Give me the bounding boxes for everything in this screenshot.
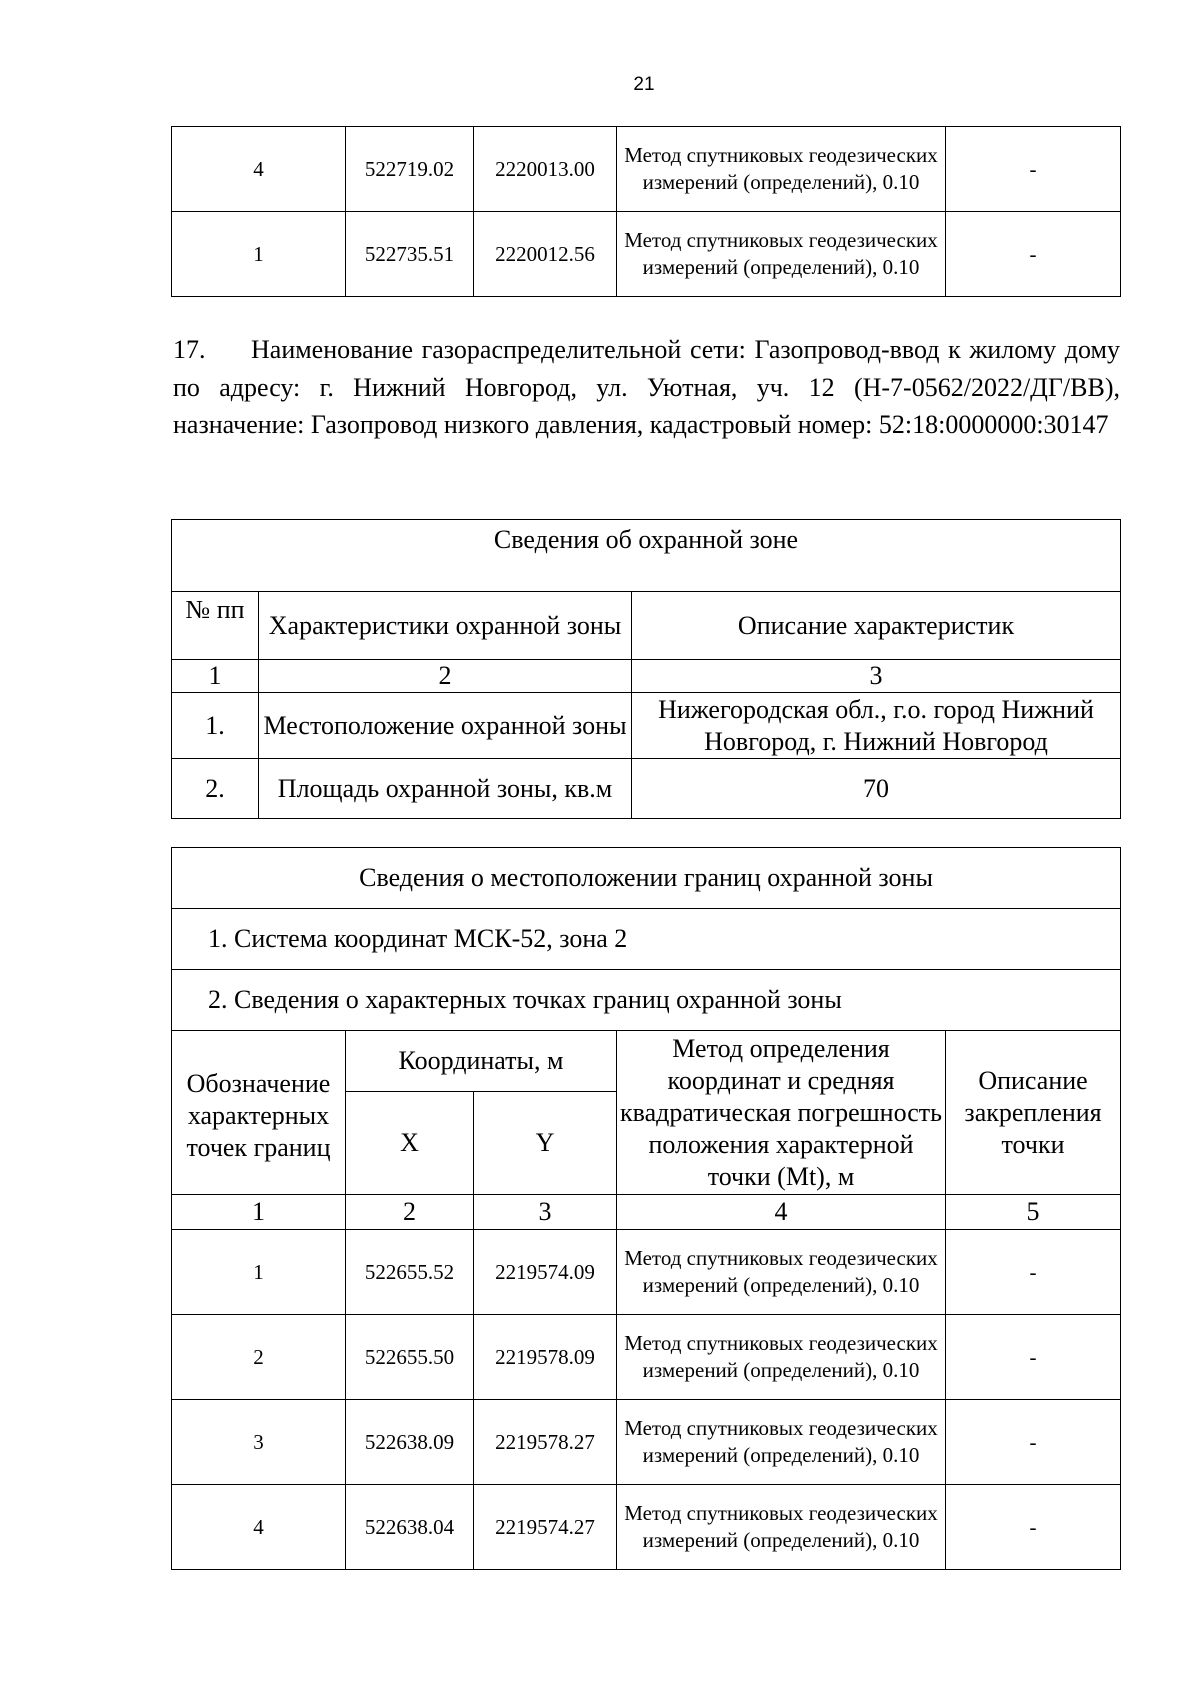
index-row	[172, 1195, 1121, 1230]
protection-zone-table	[171, 519, 1121, 819]
index-cell: 2	[259, 660, 632, 693]
section-text: Наименование газораспределительной сети: Газопровод-ввод к жилому дому по адресу: г. Нижний Новгород, ул. Уютная, уч. 12 (Н-7-0562/2022/ДГ/ВВ), назначение: Газопровод низкого давления, кадастровый номер: 52:18:0000000:30147	[173, 335, 1120, 439]
fix-cell: -	[946, 1230, 1121, 1315]
method-cell: Метод спутниковых геодезических измерений (определений), 0.10	[617, 1230, 946, 1315]
point-cell: 2	[172, 1315, 346, 1400]
index-cell: 4	[617, 1195, 946, 1230]
method-cell: Метод спутниковых геодезических измерений (определений), 0.10	[617, 127, 946, 212]
row-description: Нижегородская обл., г.о. город Нижний Новгород, г. Нижний Новгород	[632, 693, 1121, 759]
index-cell: 3	[632, 660, 1121, 693]
y-cell: 2220012.56	[474, 212, 617, 297]
coordinate-system: 1. Система координат МСК-52, зона 2	[172, 909, 1121, 970]
table-row	[172, 693, 1121, 759]
table-title-row	[172, 848, 1121, 909]
x-cell: 522638.04	[346, 1485, 474, 1570]
index-cell: 2	[346, 1195, 474, 1230]
y-cell: 2219574.27	[474, 1485, 617, 1570]
column-header-number: № пп	[172, 592, 259, 660]
method-cell: Метод спутниковых геодезических измерений (определений), 0.10	[617, 212, 946, 297]
table-header-row	[172, 1031, 1121, 1092]
column-header-fixing: Описание закрепления точки	[946, 1031, 1121, 1195]
table-row	[172, 1400, 1121, 1485]
index-cell: 5	[946, 1195, 1121, 1230]
fix-cell: -	[946, 1485, 1121, 1570]
column-header-method: Метод определения координат и средняя квадратическая погрешность положения характерной точки (Mt), м	[617, 1031, 946, 1195]
y-cell: 2219574.09	[474, 1230, 617, 1315]
method-cell: Метод спутниковых геодезических измерений (определений), 0.10	[617, 1485, 946, 1570]
section-paragraph	[173, 331, 1120, 444]
table-row	[172, 759, 1121, 819]
column-header-x: X	[346, 1092, 474, 1195]
index-cell: 1	[172, 1195, 346, 1230]
fix-cell: -	[946, 1315, 1121, 1400]
table-row	[172, 127, 1121, 212]
x-cell: 522655.50	[346, 1315, 474, 1400]
method-cell: Метод спутниковых геодезических измерений (определений), 0.10	[617, 1400, 946, 1485]
y-cell: 2220013.00	[474, 127, 617, 212]
column-header-coordinates: Координаты, м	[346, 1031, 617, 1092]
point-cell: 1	[172, 1230, 346, 1315]
x-cell: 522735.51	[346, 212, 474, 297]
x-cell: 522655.52	[346, 1230, 474, 1315]
fix-cell: -	[946, 1400, 1121, 1485]
boundary-points-table	[171, 847, 1121, 1570]
row-number: 2.	[172, 759, 259, 819]
row-description: 70	[632, 759, 1121, 819]
fix-cell: -	[946, 212, 1121, 297]
section-number: 17.	[173, 335, 206, 364]
page-number: 21	[633, 74, 655, 95]
row-characteristic: Местоположение охранной зоны	[259, 693, 632, 759]
method-cell: Метод спутниковых геодезических измерений (определений), 0.10	[617, 1315, 946, 1400]
column-header-characteristics: Характеристики охранной зоны	[259, 592, 632, 660]
table-title: Сведения об охранной зоне	[172, 520, 1121, 592]
table-title-row	[172, 520, 1121, 592]
y-cell: 2219578.27	[474, 1400, 617, 1485]
fix-cell: -	[946, 127, 1121, 212]
row-number: 1.	[172, 693, 259, 759]
y-cell: 2219578.09	[474, 1315, 617, 1400]
table-row	[172, 1230, 1121, 1315]
index-cell: 1	[172, 660, 259, 693]
point-cell: 4	[172, 127, 346, 212]
points-caption-row	[172, 970, 1121, 1031]
point-cell: 4	[172, 1485, 346, 1570]
point-cell: 1	[172, 212, 346, 297]
coordinates-table-continuation	[171, 126, 1121, 297]
table-row	[172, 1315, 1121, 1400]
points-caption: 2. Сведения о характерных точках границ охранной зоны	[172, 970, 1121, 1031]
point-cell: 3	[172, 1400, 346, 1485]
column-header-point: Обозначение характерных точек границ	[172, 1031, 346, 1195]
table-header-row	[172, 592, 1121, 660]
index-row	[172, 660, 1121, 693]
table-row	[172, 1485, 1121, 1570]
column-header-y: Y	[474, 1092, 617, 1195]
x-cell: 522719.02	[346, 127, 474, 212]
column-header-description: Описание характеристик	[632, 592, 1121, 660]
table-title: Сведения о местоположении границ охранной зоны	[172, 848, 1121, 909]
x-cell: 522638.09	[346, 1400, 474, 1485]
row-characteristic: Площадь охранной зоны, кв.м	[259, 759, 632, 819]
index-cell: 3	[474, 1195, 617, 1230]
coord-system-row	[172, 909, 1121, 970]
table-row	[172, 212, 1121, 297]
